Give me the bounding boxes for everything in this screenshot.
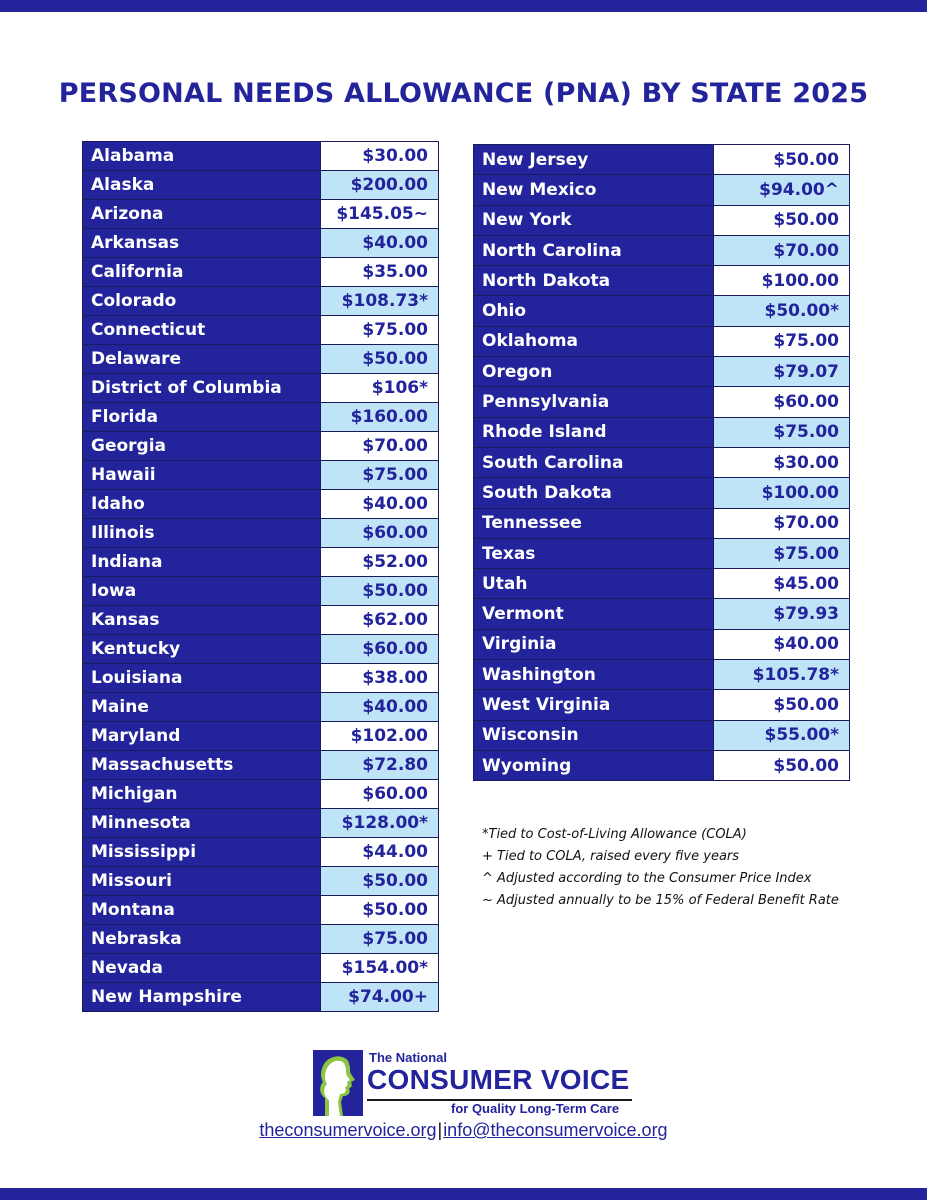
website-link[interactable]: theconsumervoice.org: [259, 1120, 437, 1140]
allowance-amount-cell: $105.78*: [714, 660, 850, 690]
state-name-cell: Georgia: [83, 432, 321, 461]
table-row: [474, 387, 850, 417]
state-name-cell: Oklahoma: [474, 326, 714, 356]
table-row: [474, 417, 850, 447]
allowance-amount-cell: $30.00: [714, 447, 850, 477]
footnote-federal-benefit-rate: ~ Adjusted annually to be 15% of Federal Benefit Rate: [482, 893, 839, 908]
allowance-amount-cell: $30.00: [321, 142, 439, 171]
state-name-cell: Hawaii: [83, 461, 321, 490]
state-name-cell: Alabama: [83, 142, 321, 171]
allowance-amount-cell: $40.00: [321, 490, 439, 519]
table-row: [474, 357, 850, 387]
state-name-cell: Kansas: [83, 606, 321, 635]
state-name-cell: Michigan: [83, 780, 321, 809]
allowance-amount-cell: $60.00: [714, 387, 850, 417]
allowance-amount-cell: $79.93: [714, 599, 850, 629]
pna-table-right: [473, 144, 850, 781]
state-name-cell: New Hampshire: [83, 983, 321, 1012]
table-row: [83, 403, 439, 432]
allowance-amount-cell: $45.00: [714, 569, 850, 599]
table-row: [474, 599, 850, 629]
state-name-cell: Louisiana: [83, 664, 321, 693]
state-name-cell: South Carolina: [474, 447, 714, 477]
allowance-amount-cell: $160.00: [321, 403, 439, 432]
allowance-amount-cell: $40.00: [321, 693, 439, 722]
table-row: [474, 478, 850, 508]
top-border-bar: [0, 0, 927, 12]
allowance-amount-cell: $74.00+: [321, 983, 439, 1012]
link-separator: |: [437, 1120, 443, 1140]
state-name-cell: Idaho: [83, 490, 321, 519]
allowance-amount-cell: $75.00: [714, 417, 850, 447]
allowance-amount-cell: $70.00: [714, 508, 850, 538]
table-row: [474, 569, 850, 599]
table-row: [83, 635, 439, 664]
table-row: [474, 690, 850, 720]
state-name-cell: New Jersey: [474, 145, 714, 175]
page-title: PERSONAL NEEDS ALLOWANCE (PNA) BY STATE 2025: [58, 78, 869, 109]
bottom-border-bar: [0, 1188, 927, 1200]
table-row: [83, 664, 439, 693]
state-name-cell: Virginia: [474, 629, 714, 659]
allowance-amount-cell: $38.00: [321, 664, 439, 693]
table-row: [83, 896, 439, 925]
logo-tagline: for Quality Long-Term Care: [451, 1101, 620, 1116]
state-name-cell: Maryland: [83, 722, 321, 751]
state-name-cell: Indiana: [83, 548, 321, 577]
table-row: [83, 200, 439, 229]
table-row: [83, 316, 439, 345]
state-name-cell: Iowa: [83, 577, 321, 606]
allowance-amount-cell: $50.00: [321, 577, 439, 606]
table-row: [474, 750, 850, 780]
state-name-cell: West Virginia: [474, 690, 714, 720]
state-name-cell: Illinois: [83, 519, 321, 548]
state-name-cell: Washington: [474, 660, 714, 690]
table-row: [474, 660, 850, 690]
allowance-amount-cell: $75.00: [321, 316, 439, 345]
state-name-cell: Pennsylvania: [474, 387, 714, 417]
table-row: [83, 461, 439, 490]
state-name-cell: Wyoming: [474, 750, 714, 780]
table-row: [83, 519, 439, 548]
table-row: [474, 720, 850, 750]
table-row: [83, 171, 439, 200]
table-row: [474, 266, 850, 296]
state-name-cell: Alaska: [83, 171, 321, 200]
table-row: [83, 983, 439, 1012]
allowance-amount-cell: $60.00: [321, 635, 439, 664]
table-row: [474, 205, 850, 235]
allowance-amount-cell: $60.00: [321, 780, 439, 809]
allowance-amount-cell: $40.00: [714, 629, 850, 659]
table-row: [83, 954, 439, 983]
state-name-cell: Maine: [83, 693, 321, 722]
state-name-cell: California: [83, 258, 321, 287]
state-name-cell: Wisconsin: [474, 720, 714, 750]
allowance-amount-cell: $50.00: [714, 690, 850, 720]
state-name-cell: Oregon: [474, 357, 714, 387]
table-row: [474, 145, 850, 175]
allowance-amount-cell: $106*: [321, 374, 439, 403]
footnote-cpi: ^ Adjusted according to the Consumer Price Index: [482, 871, 812, 886]
allowance-amount-cell: $35.00: [321, 258, 439, 287]
state-name-cell: Texas: [474, 538, 714, 568]
allowance-amount-cell: $100.00: [714, 478, 850, 508]
table-row: [83, 925, 439, 954]
allowance-amount-cell: $70.00: [714, 235, 850, 265]
allowance-amount-cell: $50.00: [321, 867, 439, 896]
allowance-amount-cell: $72.80: [321, 751, 439, 780]
allowance-amount-cell: $52.00: [321, 548, 439, 577]
allowance-amount-cell: $50.00*: [714, 296, 850, 326]
table-row: [83, 258, 439, 287]
state-name-cell: Florida: [83, 403, 321, 432]
state-name-cell: Tennessee: [474, 508, 714, 538]
state-name-cell: Nebraska: [83, 925, 321, 954]
allowance-amount-cell: $62.00: [321, 606, 439, 635]
table-row: [83, 374, 439, 403]
allowance-amount-cell: $70.00: [321, 432, 439, 461]
state-name-cell: Minnesota: [83, 809, 321, 838]
state-name-cell: Mississippi: [83, 838, 321, 867]
state-name-cell: Arizona: [83, 200, 321, 229]
table-row: [474, 326, 850, 356]
pna-table-left: [82, 141, 439, 1012]
allowance-amount-cell: $40.00: [321, 229, 439, 258]
state-name-cell: Colorado: [83, 287, 321, 316]
footer-links: [0, 1120, 927, 1141]
state-name-cell: Delaware: [83, 345, 321, 374]
state-name-cell: New York: [474, 205, 714, 235]
footnote-cola: *Tied to Cost-of-Living Allowance (COLA): [482, 827, 747, 842]
state-name-cell: Arkansas: [83, 229, 321, 258]
state-name-cell: Connecticut: [83, 316, 321, 345]
table-row: [474, 296, 850, 326]
state-name-cell: New Mexico: [474, 175, 714, 205]
state-name-cell: Ohio: [474, 296, 714, 326]
state-name-cell: District of Columbia: [83, 374, 321, 403]
allowance-amount-cell: $154.00*: [321, 954, 439, 983]
table-row: [83, 345, 439, 374]
profile-face-logo-icon: [313, 1050, 363, 1116]
table-row: [474, 175, 850, 205]
state-name-cell: Montana: [83, 896, 321, 925]
table-row: [83, 577, 439, 606]
allowance-amount-cell: $128.00*: [321, 809, 439, 838]
table-row: [474, 629, 850, 659]
allowance-amount-cell: $200.00: [321, 171, 439, 200]
logo-line-consumer-voice: CONSUMER VOICE: [367, 1064, 630, 1095]
state-name-cell: South Dakota: [474, 478, 714, 508]
table-row: [83, 142, 439, 171]
logo-line-the-national: The National: [369, 1050, 448, 1065]
state-name-cell: Utah: [474, 569, 714, 599]
allowance-amount-cell: $50.00: [321, 896, 439, 925]
allowance-amount-cell: $94.00^: [714, 175, 850, 205]
allowance-amount-cell: $75.00: [714, 326, 850, 356]
table-row: [83, 693, 439, 722]
consumer-voice-logo: [313, 1050, 633, 1120]
state-name-cell: North Carolina: [474, 235, 714, 265]
table-row: [83, 229, 439, 258]
table-row: [474, 508, 850, 538]
state-name-cell: Missouri: [83, 867, 321, 896]
allowance-amount-cell: $44.00: [321, 838, 439, 867]
state-name-cell: Kentucky: [83, 635, 321, 664]
allowance-amount-cell: $75.00: [321, 925, 439, 954]
table-row: [83, 432, 439, 461]
table-row: [83, 548, 439, 577]
state-name-cell: North Dakota: [474, 266, 714, 296]
allowance-amount-cell: $79.07: [714, 357, 850, 387]
state-name-cell: Vermont: [474, 599, 714, 629]
table-row: [83, 838, 439, 867]
table-row: [474, 538, 850, 568]
table-row: [474, 447, 850, 477]
allowance-amount-cell: $145.05~: [321, 200, 439, 229]
table-row: [83, 809, 439, 838]
allowance-amount-cell: $108.73*: [321, 287, 439, 316]
allowance-amount-cell: $100.00: [714, 266, 850, 296]
allowance-amount-cell: $50.00: [714, 145, 850, 175]
allowance-amount-cell: $75.00: [714, 538, 850, 568]
allowance-amount-cell: $50.00: [714, 750, 850, 780]
state-name-cell: Massachusetts: [83, 751, 321, 780]
table-row: [83, 490, 439, 519]
table-row: [83, 867, 439, 896]
email-link[interactable]: info@theconsumervoice.org: [443, 1120, 668, 1140]
table-row: [83, 751, 439, 780]
state-name-cell: Rhode Island: [474, 417, 714, 447]
allowance-amount-cell: $102.00: [321, 722, 439, 751]
table-row: [474, 235, 850, 265]
state-name-cell: Nevada: [83, 954, 321, 983]
footnote-cola-five-years: + Tied to COLA, raised every five years: [482, 849, 740, 864]
table-row: [83, 287, 439, 316]
allowance-amount-cell: $55.00*: [714, 720, 850, 750]
allowance-amount-cell: $60.00: [321, 519, 439, 548]
allowance-amount-cell: $75.00: [321, 461, 439, 490]
table-row: [83, 606, 439, 635]
footnotes: [482, 824, 902, 912]
table-row: [83, 780, 439, 809]
allowance-amount-cell: $50.00: [321, 345, 439, 374]
allowance-amount-cell: $50.00: [714, 205, 850, 235]
table-row: [83, 722, 439, 751]
